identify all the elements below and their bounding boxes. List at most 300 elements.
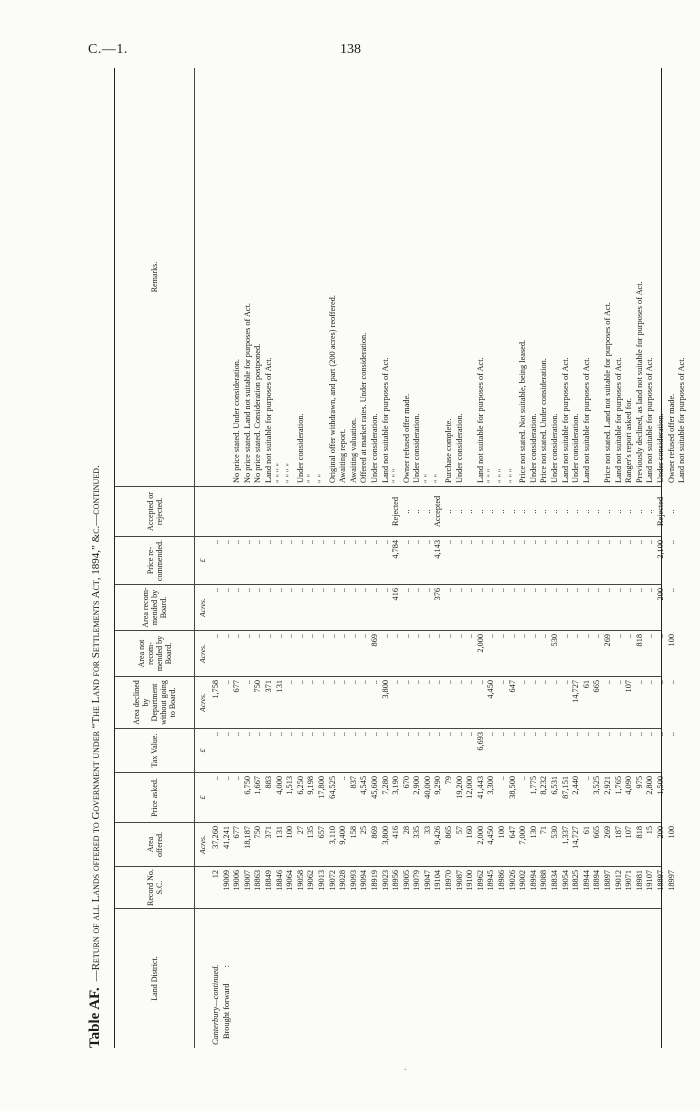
- price-asked-cell: 883: [263, 776, 273, 789]
- area-rec-cell: ..: [306, 588, 316, 593]
- area-rec-cell: ..: [211, 588, 220, 593]
- area-rec-cell: ..: [316, 588, 326, 593]
- price-asked-cell: 4,090: [624, 776, 634, 795]
- accepted-cell: [328, 490, 339, 533]
- record-no-cell: 19012: [613, 870, 623, 891]
- area-offered-cell: 647: [507, 826, 517, 839]
- area-not-rec-cell: ..: [306, 634, 316, 639]
- remark-cell: Land not suitable for purposes of Act.: [263, 357, 273, 483]
- area-not-rec-cell: ..: [645, 634, 655, 639]
- area-rec-cell: ..: [571, 588, 581, 593]
- remark-cell: [465, 71, 476, 483]
- remark-cell: No price stated. Land not suitable for purposes of Act.: [242, 303, 252, 483]
- price-rec-cell: ..: [624, 540, 634, 545]
- price-asked-cell: ..: [497, 776, 507, 781]
- tax-value-cell: ..: [571, 732, 581, 737]
- price-asked-cell: 17,800: [316, 776, 326, 799]
- area-offered-cell: 750: [253, 826, 263, 839]
- area-offered-cell: 57: [454, 826, 464, 835]
- accepted-cell: ..: [507, 509, 517, 514]
- accepted-cell: ..: [666, 509, 676, 514]
- area-declined-cell: 131: [274, 680, 284, 693]
- area-rec-cell: ..: [253, 588, 263, 593]
- tax-value-cell: 6,693: [475, 732, 485, 751]
- price-asked-cell: 6,250: [295, 776, 305, 795]
- area-not-rec-cell: ..: [444, 634, 454, 639]
- area-rec-cell: ..: [327, 588, 337, 593]
- price-rec-cell: 4,143: [433, 540, 443, 559]
- area-rec-cell: ..: [242, 588, 252, 593]
- col-accepted-rejected: [115, 486, 676, 536]
- area-declined-cell: ..: [422, 680, 432, 685]
- record-no-cell: 19064: [285, 870, 295, 891]
- price-rec-cell: ..: [211, 540, 220, 545]
- area-declined-cell: 371: [263, 680, 273, 693]
- record-no-cell: 19094: [359, 870, 369, 891]
- area-offered-cell: 160: [465, 826, 475, 839]
- area-not-rec-cell: ..: [391, 634, 401, 639]
- area-offered-cell: 100: [497, 826, 507, 839]
- price-rec-cell: ..: [295, 540, 305, 545]
- remark-cell: [211, 71, 222, 483]
- area-declined-cell: ..: [602, 680, 612, 685]
- price-asked-cell: 1,513: [285, 776, 295, 795]
- price-rec-cell: ..: [401, 540, 411, 545]
- area-declined-cell: ..: [465, 680, 475, 685]
- accepted-cell: Rejected: [655, 496, 665, 527]
- remark-cell: Land not suitable for purposes of Act.: [613, 357, 623, 483]
- tax-value-cell: ..: [613, 732, 623, 737]
- price-rec-cell: ..: [274, 540, 284, 545]
- area-offered-cell: 135: [306, 826, 316, 839]
- price-rec-cell: ..: [306, 540, 316, 545]
- header-remarks: Remarks.: [115, 68, 195, 486]
- area-rec-cell: ..: [613, 588, 623, 593]
- area-declined-cell: 14,727: [571, 680, 581, 703]
- area-offered-cell: 25: [359, 826, 369, 835]
- remark-cell: " " ": [391, 468, 401, 483]
- area-rec-cell: 416: [391, 588, 401, 601]
- area-rec-cell: ..: [528, 588, 538, 593]
- area-not-rec-cell: ..: [560, 634, 570, 639]
- area-rec-cell: 376: [433, 588, 443, 601]
- remark-cell: No price stated. Consideration postponed.: [253, 343, 263, 483]
- price-rec-cell: ..: [263, 540, 273, 545]
- accepted-cell: ..: [634, 509, 644, 514]
- area-rec-cell: ..: [497, 588, 507, 593]
- area-offered-cell: 100: [666, 826, 676, 839]
- area-not-rec-cell: ..: [274, 634, 284, 639]
- record-no-cell: 19107: [645, 870, 655, 891]
- price-asked-cell: 6,531: [550, 776, 559, 795]
- price-rec-cell: ..: [507, 540, 517, 545]
- area-not-rec-cell: 818: [634, 634, 644, 647]
- accepted-cell: [370, 490, 381, 533]
- price-rec-cell: ..: [422, 540, 432, 545]
- record-no-cell: 18945: [486, 870, 496, 891]
- tax-value-cell: ..: [232, 732, 242, 737]
- remark-cell: Under consideration.: [550, 413, 559, 483]
- header-area-offered: Area offered.: [115, 823, 195, 866]
- record-no-cell: 19071: [624, 870, 634, 891]
- area-offered-cell: 818: [634, 826, 644, 839]
- area-offered-cell: 416: [391, 826, 401, 839]
- rotated-table: [80, 68, 687, 1048]
- area-rec-cell: ..: [285, 588, 295, 593]
- record-no-cell: 18846: [274, 870, 284, 891]
- area-offered-cell: 9,400: [338, 826, 348, 845]
- area-not-rec-cell: ..: [624, 634, 634, 639]
- area-not-rec-cell: ..: [232, 634, 242, 639]
- area-not-rec-cell: ..: [497, 634, 507, 639]
- remark-cell: " ": [316, 474, 326, 483]
- area-not-rec-cell: ..: [348, 634, 358, 639]
- price-asked-cell: 41,443: [475, 776, 485, 799]
- price-rec-cell: ..: [571, 540, 581, 545]
- price-rec-cell: ..: [518, 540, 528, 545]
- price-rec-cell: ..: [221, 540, 231, 545]
- area-not-rec-cell: ..: [221, 634, 231, 639]
- accepted-cell: [359, 490, 370, 533]
- accepted-cell: ..: [401, 509, 411, 514]
- header-record-no: Record No. S.C.: [115, 867, 195, 908]
- tax-value-cell: ..: [391, 732, 401, 737]
- area-offered-cell: 3,800: [380, 826, 390, 845]
- col-remarks: [115, 68, 687, 486]
- price-asked-cell: ..: [232, 776, 242, 781]
- area-declined-cell: ..: [497, 680, 507, 685]
- area-not-rec-cell: ..: [211, 634, 220, 639]
- tax-value-cell: ..: [253, 732, 263, 737]
- tax-value-cell: ..: [465, 732, 475, 737]
- area-declined-cell: ..: [475, 680, 485, 685]
- area-offered-cell: 3,110: [327, 826, 337, 845]
- record-no-cell: 18897: [655, 870, 665, 891]
- accepted-cell: ..: [560, 509, 570, 514]
- area-not-rec-cell: ..: [295, 634, 305, 639]
- accepted-cell: [275, 490, 286, 533]
- price-rec-cell: ..: [486, 540, 496, 545]
- area-rec-cell: ..: [602, 588, 612, 593]
- price-rec-cell: ..: [602, 540, 612, 545]
- area-not-rec-cell: ..: [380, 634, 390, 639]
- area-rec-cell: ..: [634, 588, 644, 593]
- tax-value-cell: ..: [666, 732, 676, 737]
- area-rec-cell: ..: [507, 588, 517, 593]
- remark-cell: " " ": [486, 468, 496, 483]
- accepted-cell: ..: [550, 509, 559, 514]
- area-declined-cell: ..: [306, 680, 316, 685]
- area-declined-cell: ..: [539, 680, 549, 685]
- accepted-cell: [338, 490, 349, 533]
- area-rec-cell: ..: [645, 588, 655, 593]
- area-offered-cell: 158: [348, 826, 358, 839]
- col-area-offered: [115, 822, 676, 866]
- record-no-cell: 19100: [465, 870, 475, 891]
- price-asked-cell: ..: [221, 776, 231, 781]
- record-no-cell: 19013: [316, 870, 326, 891]
- price-asked-cell: 8,232: [539, 776, 549, 795]
- price-rec-cell: ..: [613, 540, 623, 545]
- area-declined-cell: ..: [613, 680, 623, 685]
- price-rec-cell: ..: [316, 540, 326, 545]
- price-rec-cell: ..: [327, 540, 337, 545]
- accepted-cell: [211, 490, 222, 533]
- area-not-rec-cell: ..: [263, 634, 273, 639]
- area-declined-cell: 3,800: [380, 680, 390, 699]
- tax-value-cell: ..: [285, 732, 295, 737]
- area-not-rec-cell: ..: [285, 634, 295, 639]
- price-rec-cell: 2,100: [655, 540, 665, 559]
- area-rec-cell: ..: [412, 588, 422, 593]
- remark-cell: " " ": [507, 468, 517, 483]
- price-rec-cell: ..: [550, 540, 559, 545]
- accepted-cell: ..: [613, 509, 623, 514]
- price-asked-cell: 6,750: [242, 776, 252, 795]
- record-no-cell: 18962: [475, 870, 485, 891]
- header-area-not-recommended: Area not recom-mended by Board.: [115, 631, 195, 676]
- price-rec-cell: ..: [412, 540, 422, 545]
- table-label: Table AF.: [87, 987, 103, 1048]
- accepted-cell: Accepted: [433, 495, 443, 528]
- area-declined-cell: ..: [560, 680, 570, 685]
- accepted-cell: [285, 490, 296, 533]
- col-area-not-recommended: [115, 630, 676, 676]
- price-asked-cell: 837: [348, 776, 358, 789]
- record-no-cell: 18897: [602, 870, 612, 891]
- unit-pound: £: [198, 748, 207, 753]
- header-accepted-rejected: Accepted or rejected.: [115, 487, 195, 536]
- header-land-district: Land District.: [115, 909, 195, 1048]
- area-offered-cell: 131: [274, 826, 284, 839]
- remark-cell: Price not stated. Not suitable, being leased.: [518, 339, 528, 483]
- area-offered-cell: 657: [316, 826, 326, 839]
- price-rec-cell: ..: [454, 540, 464, 545]
- price-asked-cell: 9,198: [306, 776, 316, 795]
- area-offered-cell: 371: [263, 826, 273, 839]
- area-declined-cell: 647: [507, 680, 517, 693]
- record-no-cell: 19054: [560, 870, 570, 891]
- remark-cell: Owner refused offer made.: [401, 393, 411, 483]
- area-rec-cell: ..: [274, 588, 284, 593]
- area-rec-cell: ..: [221, 588, 231, 593]
- price-rec-cell: ..: [285, 540, 295, 545]
- unit-acres: Acres.: [198, 835, 207, 854]
- area-declined-cell: ..: [285, 680, 295, 685]
- remark-cell: No price stated. Under consideration.: [232, 359, 242, 483]
- record-no-cell: 19028: [338, 870, 348, 891]
- area-offered-cell: 4,450: [486, 826, 496, 845]
- remark-cell: Under consideration.: [412, 413, 422, 483]
- record-no-cell: 19006: [232, 870, 242, 891]
- price-asked-cell: 9,290: [433, 776, 443, 795]
- price-asked-cell: ..: [338, 776, 348, 781]
- price-asked-cell: 64,525: [327, 776, 337, 799]
- header-tax-value: Tax Value.: [115, 729, 195, 772]
- record-no-cell: 18944: [581, 870, 591, 891]
- return-table: [114, 68, 687, 1048]
- price-asked-cell: 38,500: [507, 776, 517, 799]
- remark-cell: Price not stated. Under consideration.: [539, 358, 549, 483]
- area-declined-cell: 750: [253, 680, 263, 693]
- price-asked-cell: 2,440: [571, 776, 581, 795]
- tax-value-cell: ..: [602, 732, 612, 737]
- tax-value-cell: ..: [359, 732, 369, 737]
- area-not-rec-cell: ..: [338, 634, 348, 639]
- record-no-cell: 18894: [592, 870, 602, 891]
- area-declined-cell: ..: [295, 680, 305, 685]
- area-rec-cell: ..: [560, 588, 570, 593]
- accepted-cell: ..: [486, 509, 496, 514]
- col-tax-value: [115, 728, 676, 772]
- price-rec-cell: ..: [581, 540, 591, 545]
- record-no-cell: 18997: [666, 870, 676, 891]
- accepted-cell: ..: [602, 509, 612, 514]
- price-rec-cell: ..: [232, 540, 242, 545]
- remark-cell: Under consideration.: [295, 413, 305, 483]
- tax-value-cell: ..: [316, 732, 326, 737]
- area-rec-cell: ..: [359, 588, 369, 593]
- record-no-cell: 19093: [348, 870, 358, 891]
- record-no-cell: 18919: [369, 870, 379, 891]
- area-not-rec-cell: ..: [581, 634, 591, 639]
- remark-cell: Land not suitable for purposes of Act.: [677, 357, 687, 483]
- unit-pound: £: [198, 795, 207, 800]
- accepted-cell: ..: [539, 509, 549, 514]
- tax-value-cell: ..: [560, 732, 570, 737]
- area-offered-cell: 33: [422, 826, 432, 835]
- tax-value-cell: ..: [422, 732, 432, 737]
- remark-cell: Land not suitable for purposes of Act.: [581, 357, 591, 483]
- area-declined-cell: 4,450: [486, 680, 496, 699]
- tax-value-cell: ..: [369, 732, 379, 737]
- record-no-cell: 19026: [507, 870, 517, 891]
- remark-cell: [222, 71, 233, 483]
- area-declined-cell: ..: [391, 680, 401, 685]
- page-code: C.—1.: [88, 42, 128, 57]
- remark-cell: Land not suitable for purposes of Act.: [475, 357, 485, 483]
- col-area-declined: [115, 676, 676, 728]
- area-rec-cell: ..: [581, 588, 591, 593]
- area-not-rec-cell: ..: [242, 634, 252, 639]
- area-declined-cell: ..: [645, 680, 655, 685]
- area-not-rec-cell: ..: [359, 634, 369, 639]
- price-asked-cell: 3,525: [592, 776, 602, 795]
- district-name: Canterbury—continued.: [211, 964, 220, 1045]
- unit-pound: £: [198, 558, 207, 563]
- remark-cell: Original offer withdrawn, and part (200 acres) reoffered.: [327, 295, 337, 483]
- header-price-asked: Price asked.: [115, 773, 195, 822]
- price-asked-cell: 4,545: [359, 776, 369, 795]
- area-declined-cell: ..: [528, 680, 538, 685]
- area-offered-cell: 41,241: [221, 826, 231, 849]
- price-rec-cell: ..: [475, 540, 485, 545]
- tax-value-cell: ..: [581, 732, 591, 737]
- remark-cell: " " ": [497, 468, 507, 483]
- area-not-rec-cell: ..: [518, 634, 528, 639]
- area-offered-cell: 61: [581, 826, 591, 835]
- remark-cell: " ": [306, 474, 316, 483]
- area-offered-cell: 187: [613, 826, 623, 839]
- header-price-recommended: Price re-commended.: [115, 537, 195, 584]
- area-offered-cell: 27: [295, 826, 305, 835]
- price-rec-cell: ..: [369, 540, 379, 545]
- accepted-cell: [306, 490, 317, 533]
- area-offered-cell: 865: [444, 826, 454, 839]
- price-rec-cell: ..: [539, 540, 549, 545]
- remark-cell: Awaiting report.: [338, 428, 348, 483]
- tax-value-cell: ..: [433, 732, 443, 737]
- price-rec-cell: ..: [359, 540, 369, 545]
- area-not-rec-cell: 869: [369, 634, 379, 647]
- unit-acres: Acres.: [198, 598, 207, 617]
- tax-value-cell: ..: [327, 732, 337, 737]
- tax-value-cell: ..: [263, 732, 273, 737]
- area-rec-cell: ..: [592, 588, 602, 593]
- price-asked-cell: 40,000: [422, 776, 432, 799]
- record-no-cell: 18970: [444, 870, 454, 891]
- price-asked-cell: 87,151: [560, 776, 570, 799]
- tax-value-cell: ..: [221, 732, 231, 737]
- area-offered-cell: 269: [602, 826, 612, 839]
- price-rec-cell: ..: [645, 540, 655, 545]
- record-no-cell: 19072: [327, 870, 337, 891]
- area-declined-cell: ..: [433, 680, 443, 685]
- col-price-recommended: [115, 536, 676, 584]
- area-offered-cell: 37,260: [211, 826, 220, 849]
- area-not-rec-cell: ..: [571, 634, 581, 639]
- record-no-cell: 19005: [401, 870, 411, 891]
- price-asked-cell: 2,900: [412, 776, 422, 795]
- tax-value-cell: ..: [624, 732, 634, 737]
- accepted-cell: ..: [592, 509, 602, 514]
- price-asked-cell: 7,280: [380, 776, 390, 795]
- tax-value-cell: ..: [507, 732, 517, 737]
- area-rec-cell: ..: [295, 588, 305, 593]
- col-land-district: [115, 908, 661, 1048]
- tax-value-cell: ..: [306, 732, 316, 737]
- tax-value-cell: ..: [528, 732, 538, 737]
- tax-value-cell: ..: [592, 732, 602, 737]
- price-rec-cell: ..: [497, 540, 507, 545]
- accepted-cell: ..: [571, 509, 581, 514]
- area-rec-cell: ..: [348, 588, 358, 593]
- footer-mark: .: [404, 1062, 407, 1073]
- area-rec-cell: ..: [666, 588, 676, 593]
- price-asked-cell: 2,921: [602, 776, 612, 795]
- area-declined-cell: 665: [592, 680, 602, 693]
- area-not-rec-cell: 100: [666, 634, 676, 647]
- tax-value-cell: ..: [518, 732, 528, 737]
- area-offered-cell: 200: [655, 826, 665, 839]
- area-rec-cell: ..: [380, 588, 390, 593]
- price-rec-cell: ..: [528, 540, 538, 545]
- area-offered-cell: 665: [592, 826, 602, 839]
- district-sub: Brought forward :: [221, 965, 231, 1039]
- area-offered-cell: 335: [412, 826, 422, 839]
- area-offered-cell: 530: [550, 826, 559, 839]
- area-declined-cell: ..: [316, 680, 326, 685]
- price-asked-cell: [667, 776, 678, 819]
- area-declined-cell: ..: [655, 680, 665, 685]
- area-offered-cell: 1,337: [560, 826, 570, 845]
- accepted-cell: Rejected: [391, 496, 401, 527]
- area-not-rec-cell: ..: [592, 634, 602, 639]
- accepted-cell: ..: [528, 509, 538, 514]
- area-not-rec-cell: ..: [486, 634, 496, 639]
- remark-cell: Purchase complete.: [444, 418, 454, 483]
- area-offered-cell: 677: [232, 826, 242, 839]
